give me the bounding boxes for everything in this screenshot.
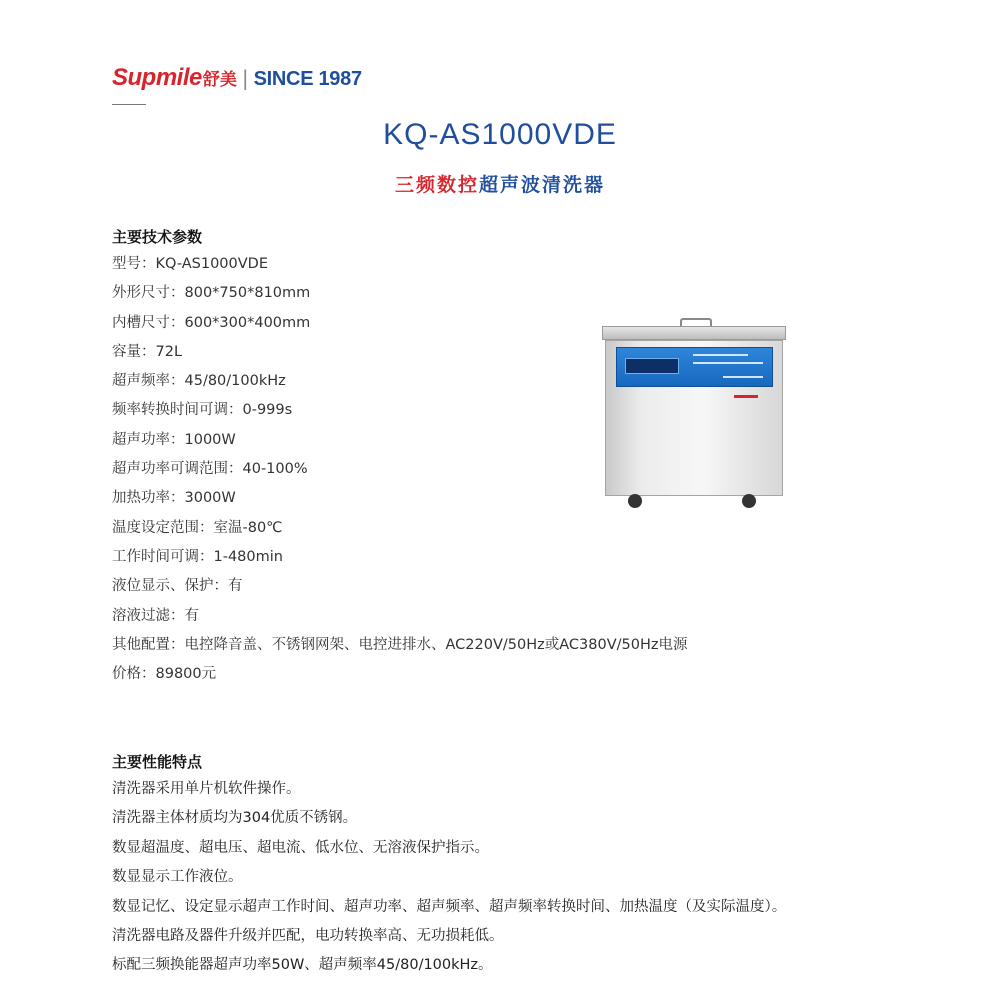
spec-item: 超声频率：45/80/100kHz bbox=[112, 373, 286, 390]
wheel-right bbox=[742, 494, 756, 508]
logo-separator: | bbox=[241, 66, 249, 90]
product-subtitle bbox=[0, 170, 1000, 197]
spec-item: 温度设定范围：室温-80℃ bbox=[112, 519, 283, 536]
spec-item: 加热功率：3000W bbox=[112, 490, 236, 507]
spec-item: 外形尺寸：800*750*810mm bbox=[112, 285, 311, 302]
feature-item: 清洗器采用单片机软件操作。 bbox=[112, 781, 301, 797]
spec-item: 价格：89800元 bbox=[112, 666, 217, 683]
features-list bbox=[112, 775, 786, 981]
spec-item: 超声功率：1000W bbox=[112, 431, 236, 448]
features-section-title: 主要性能特点 bbox=[112, 753, 203, 771]
spec-item: 容量：72L bbox=[112, 343, 183, 360]
brand-label bbox=[734, 395, 758, 398]
spec-item: 频率转换时间可调：0-999s bbox=[112, 402, 293, 419]
product-model-title: KQ-AS1000VDE bbox=[383, 118, 617, 151]
specs-section-title: 主要技术参数 bbox=[112, 228, 203, 246]
product-subtitle-part2: 超声波清洗器 bbox=[479, 174, 606, 196]
feature-item: 清洗器电路及器件升级并匹配，电功转换率高、无功损耗低。 bbox=[112, 927, 504, 944]
brand-logo bbox=[112, 64, 362, 92]
machine-body bbox=[605, 340, 783, 496]
feature-item: 数显记忆、设定显示超声工作时间、超声功率、超声频率、超声频率转换时间、加热温度（及实际温度）。 bbox=[112, 898, 787, 915]
spec-item: 溶液过滤：有 bbox=[112, 607, 199, 624]
machine-lid bbox=[602, 326, 786, 340]
display-screen bbox=[625, 358, 679, 374]
spec-item: 超声功率可调范围：40-100% bbox=[112, 461, 308, 478]
spec-item: 其他配置：电控降音盖、不锈钢网架、电控进排水、AC220V/50Hz或AC380V/50Hz电源 bbox=[112, 636, 688, 653]
logo-brand-name-cn: 舒美 bbox=[202, 70, 237, 90]
feature-item: 数显显示工作液位。 bbox=[112, 869, 243, 886]
product-image bbox=[602, 318, 786, 510]
product-subtitle-part1: 三频数控 bbox=[394, 174, 479, 196]
feature-item: 标配三频换能器超声功率50W、超声频率45/80/100kHz。 bbox=[112, 957, 493, 974]
wheel-left bbox=[628, 494, 642, 508]
spec-item: 型号：KQ-AS1000VDE bbox=[112, 256, 269, 272]
logo-underline bbox=[112, 104, 146, 105]
control-panel bbox=[616, 347, 773, 387]
feature-item: 清洗器主体材质均为304优质不锈钢。 bbox=[112, 810, 358, 827]
spec-item: 液位显示、保护：有 bbox=[112, 578, 243, 595]
logo-brand-name: Supmile bbox=[112, 64, 202, 91]
spec-item: 内槽尺寸：600*300*400mm bbox=[112, 314, 311, 331]
spec-item: 工作时间可调：1-480min bbox=[112, 548, 283, 565]
logo-since: SINCE 1987 bbox=[253, 68, 362, 90]
feature-item: 数显超温度、超电压、超电流、低水位、无溶液保护指示。 bbox=[112, 839, 489, 856]
